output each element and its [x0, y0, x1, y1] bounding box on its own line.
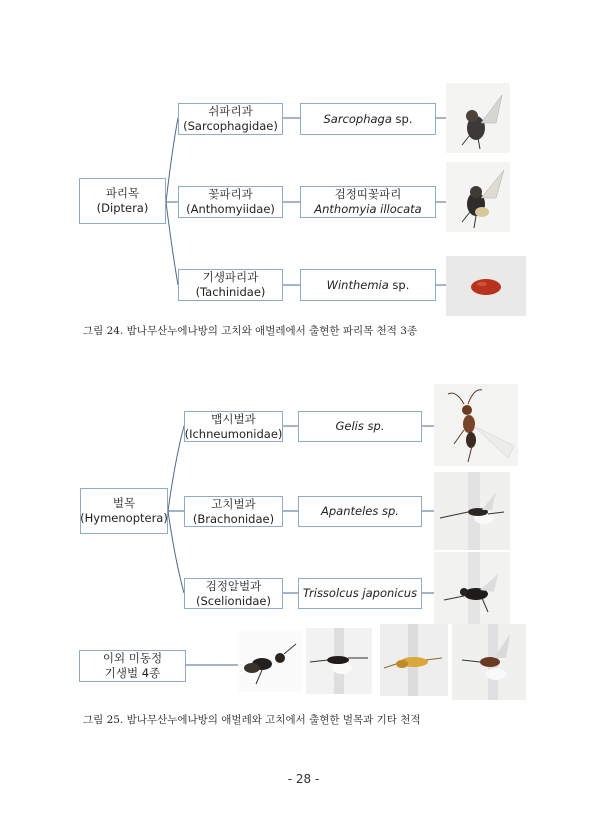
- sarcophaga-photo: [446, 83, 510, 153]
- unidentified-wasp-photo-2: [306, 628, 372, 694]
- family-name: 고치벌과: [211, 496, 256, 511]
- other-line1: 이외 미동정: [102, 651, 163, 665]
- puparium-icon: [446, 256, 526, 316]
- anthomyia-photo: [446, 162, 510, 232]
- page-number: - 28 -: [287, 772, 320, 786]
- unidentified-wasp-photo-4: [452, 624, 526, 700]
- order-latin: (Hymenoptera): [80, 511, 168, 525]
- species-box-anthomyia: [300, 186, 436, 218]
- species-scientific: Trissolcus japonicus: [302, 586, 418, 600]
- species-box-apanteles: [298, 496, 422, 527]
- other-line2: 기생벌 4종: [104, 666, 161, 680]
- species-scientific: Anthomyia illocata: [314, 202, 422, 216]
- figure-24-caption: 그림 24. 밤나무산누에나방의 고치와 애벌레에서 출현한 파리목 천적 3종: [83, 325, 418, 337]
- family-box-tachinidae: [178, 269, 283, 301]
- order-name: 벌목: [112, 496, 136, 510]
- family-name: 쉬파리과: [208, 104, 253, 118]
- species-box-gelis: [298, 411, 422, 442]
- trissolcus-photo: [434, 552, 510, 624]
- fly-icon: [446, 83, 510, 153]
- wasp-icon: [452, 624, 526, 700]
- order-name: 파리목: [105, 186, 140, 200]
- family-name: 기생파리과: [202, 270, 259, 284]
- family-latin: (Brachonidae): [192, 511, 275, 526]
- order-latin: (Diptera): [96, 201, 149, 215]
- species-label: Winthemia sp.: [326, 277, 410, 292]
- species-korean: 검정띠꽃파리: [334, 187, 402, 201]
- species-scientific: Apanteles sp.: [321, 504, 399, 518]
- family-name: 검정알벌과: [205, 578, 262, 593]
- winthemia-photo: [446, 256, 526, 316]
- wasp-icon: [306, 628, 372, 694]
- wasp-icon: [434, 472, 510, 550]
- wasp-icon: [380, 624, 448, 696]
- species-scientific: Gelis sp.: [335, 419, 385, 433]
- family-name: 꽃파리과: [208, 187, 253, 201]
- wasp-icon: [238, 630, 302, 692]
- unidentified-wasp-photo-3: [380, 624, 448, 696]
- family-box-brachonidae: [184, 496, 283, 527]
- family-box-anthomyiidae: [178, 186, 283, 218]
- figure-25-caption: 그림 25. 밤나무산누에나방의 애벌레와 고치에서 출현한 벌목과 기타 천적: [83, 714, 421, 726]
- family-name: 맵시벌과: [211, 411, 256, 426]
- family-box-ichneumonidae: [184, 411, 283, 442]
- fly-icon: [446, 162, 510, 232]
- family-box-scelionidae: [184, 578, 283, 609]
- species-box-trissolcus: [298, 578, 422, 609]
- hymenoptera-order-box: [80, 488, 168, 534]
- family-latin: (Tachinidae): [195, 285, 266, 299]
- family-box-sarcophagidae: [178, 103, 283, 135]
- species-box-winthemia: [300, 269, 436, 301]
- other-parasitoids-box: [79, 650, 186, 682]
- diptera-order-box: [79, 178, 166, 224]
- wasp-icon: [434, 552, 510, 624]
- wasp-icon: [434, 384, 518, 466]
- family-latin: (Scelionidae): [195, 593, 271, 608]
- unidentified-wasp-photo-1: [238, 630, 302, 692]
- species-box-sarcophaga: [300, 103, 436, 135]
- gelis-photo: [434, 384, 518, 466]
- family-latin: (Anthomyiidae): [186, 202, 275, 216]
- family-latin: (Ichneumonidae): [184, 426, 283, 441]
- apanteles-photo: [434, 472, 510, 550]
- family-latin: (Sarcophagidae): [183, 119, 278, 133]
- species-label: Sarcophaga sp.: [323, 111, 413, 126]
